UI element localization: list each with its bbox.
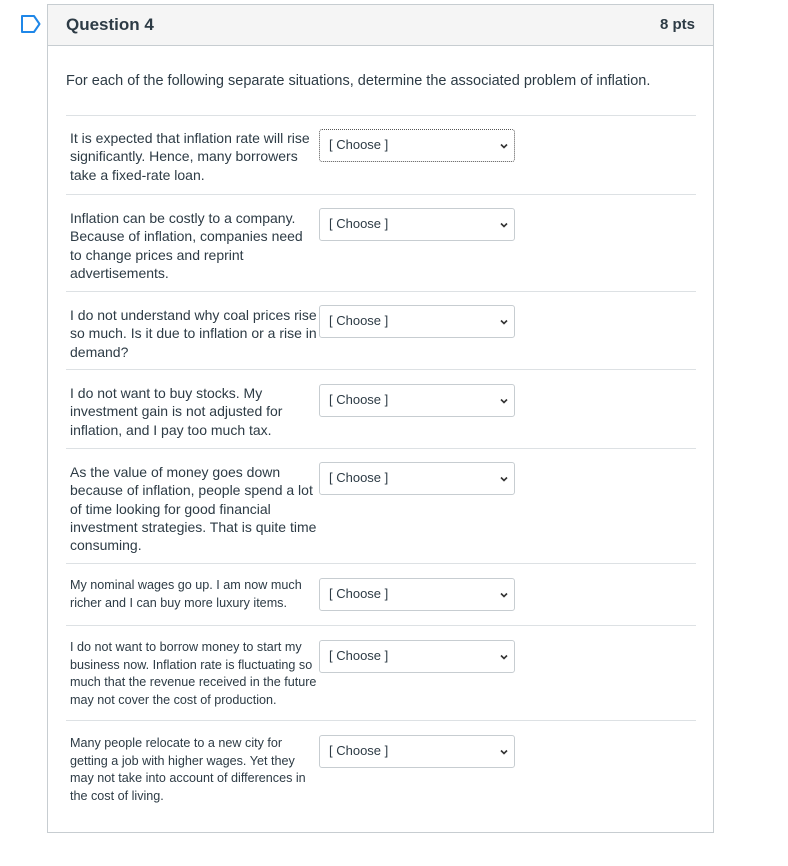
situation-text: It is expected that inflation rate will rise significantly. Hence, many borrowers take a fixed-rate loan. xyxy=(70,130,310,183)
answer-dropdown[interactable] xyxy=(319,462,515,495)
situation-text: I do not want to borrow money to start my business now. Inflation rate is fluctuating so much that the revenue received in the future may not cover the cost of production. xyxy=(70,640,317,707)
answer-row xyxy=(66,194,696,291)
chevron-down-icon xyxy=(499,747,509,757)
chevron-down-icon xyxy=(499,141,509,151)
situation-text: I do not understand why coal prices rise so much. Is it due to inflation or a rise in demand? xyxy=(70,307,317,360)
answer-row xyxy=(66,448,696,563)
situation-text: Many people relocate to a new city for getting a job with higher wages. Yet they may not take into account of differences in the cost of living. xyxy=(70,736,306,803)
answer-row xyxy=(66,625,696,720)
answer-dropdown[interactable] xyxy=(319,578,515,611)
dropdown-value: [ Choose ] xyxy=(329,137,389,152)
situation-text: As the value of money goes down because of inflation, people spend a lot of time looking for good financial investment strategies. That is quite time consuming. xyxy=(70,464,317,554)
chevron-down-icon xyxy=(499,317,509,327)
question-title: Question 4 xyxy=(66,15,154,34)
dropdown-value: [ Choose ] xyxy=(329,586,389,601)
answer-dropdown[interactable] xyxy=(319,208,515,241)
answer-row xyxy=(66,115,696,194)
chevron-down-icon xyxy=(499,652,509,662)
chevron-down-icon xyxy=(499,590,509,600)
situation-text: Inflation can be costly to a company. Because of inflation, companies need to change prices and reprint advertisements. xyxy=(70,210,303,281)
answer-dropdown[interactable] xyxy=(319,129,515,162)
answer-row xyxy=(66,720,696,820)
dropdown-value: [ Choose ] xyxy=(329,392,389,407)
chevron-down-icon xyxy=(499,474,509,484)
question-points: 8 pts xyxy=(659,16,695,33)
chevron-down-icon xyxy=(499,396,509,406)
answer-row xyxy=(66,563,696,625)
answer-dropdown[interactable] xyxy=(319,305,515,338)
answer-dropdown[interactable] xyxy=(319,384,515,417)
question-prompt: For each of the following separate situations, determine the associated problem of inflation. xyxy=(66,73,651,89)
dropdown-value: [ Choose ] xyxy=(329,743,389,758)
flag-question-icon[interactable] xyxy=(20,14,42,34)
answer-dropdown[interactable] xyxy=(319,735,515,768)
dropdown-value: [ Choose ] xyxy=(329,648,389,663)
situation-text: My nominal wages go up. I am now much richer and I can buy more luxury items. xyxy=(70,578,302,610)
answer-row xyxy=(66,369,696,448)
dropdown-value: [ Choose ] xyxy=(329,470,389,485)
answer-dropdown[interactable] xyxy=(319,640,515,673)
question-card xyxy=(47,4,714,833)
dropdown-value: [ Choose ] xyxy=(329,216,389,231)
answer-row xyxy=(66,291,696,369)
chevron-down-icon xyxy=(499,220,509,230)
question-header xyxy=(48,5,713,46)
dropdown-value: [ Choose ] xyxy=(329,313,389,328)
situation-text: I do not want to buy stocks. My investment gain is not adjusted for inflation, and I pay too much tax. xyxy=(70,385,283,438)
